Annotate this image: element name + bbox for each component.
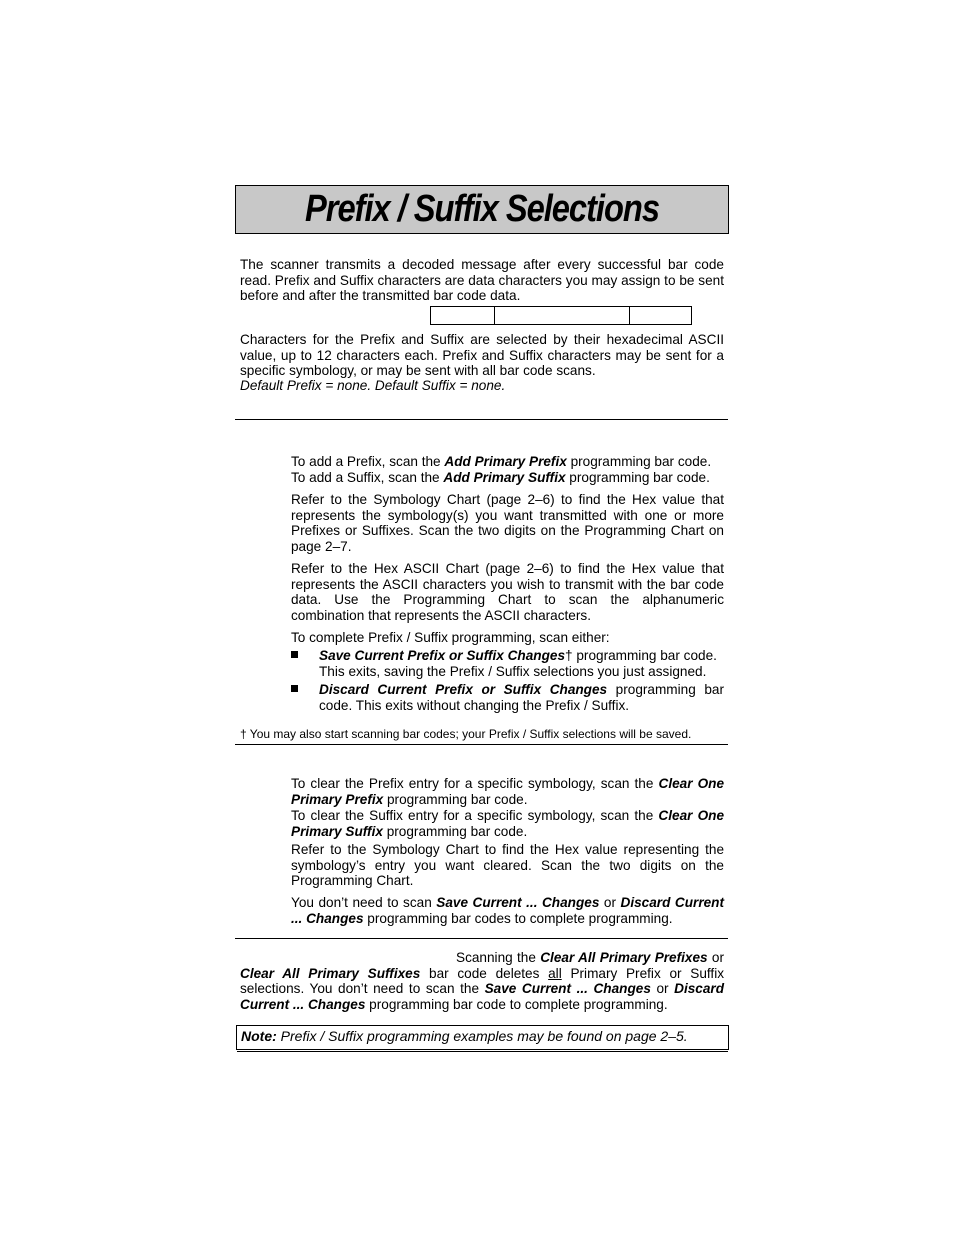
add-prefix-line [291,454,725,470]
clear-all-paragraph [240,950,724,1012]
bullet-icon [291,685,298,692]
note-box [236,1025,729,1050]
hex-ascii-chart-paragraph: Refer to the Hex ASCII Chart (page 2–6) to find the Hex value that represents the ASCII characters you wish to transmit with the bar code data. Use the Programming Chart to scan the alphanumeric combination that represents the ASCII characters. [291,561,724,623]
complete-programming-text: To complete Prefix / Suffix programming, scan either: [291,630,610,645]
clear-one-prefix-text [291,776,724,807]
save-changes-text [319,648,724,679]
text: programming bar code. [565,470,710,485]
prefix-cell [431,307,495,324]
discard-current-label: Discard Current ... Changes [240,981,724,1012]
section-divider [235,744,728,745]
text: You don’t need to scan [291,895,437,910]
defaults-text: Default Prefix = none. Default Suffix = none. [240,378,506,393]
symbology-chart-paragraph: Refer to the Symbology Chart (page 2–6) to find the Hex value that represents the symbology(s) you want transmitted with one or more Prefixes or Suffixes. Scan the two digits on the Programming Chart on page 2–7. [291,492,724,554]
save-current-label: Save Current ... Changes [436,895,600,910]
list-item [291,682,724,713]
text: programming bar codes to complete programming. [363,910,673,926]
note-underline [237,1051,728,1052]
hex-ascii-paragraph: Characters for the Prefix and Suffix are selected by their hexadecimal ASCII value, up to 12 characters each. Prefix and Suffix characters may be sent for a specific symbology, or may be sent with all bar code scans. [240,332,724,379]
clear-one-suffix-label: Clear One Primary Suffix [291,808,725,839]
title-banner [235,185,729,234]
page-title: Prefix / Suffix Selections [305,188,659,230]
clear-all-prefixes-label: Clear All Primary Prefixes [540,950,708,965]
clear-one-suffix-text [291,808,724,839]
text: programming bar code. [566,454,712,469]
text: To clear the Prefix entry for a specific symbology, scan the [291,776,659,791]
section-divider [235,938,728,939]
underlined-all: all [548,965,562,981]
text: bar code deletes [420,965,549,981]
text: or [650,981,675,997]
text: This exits, saving the Prefix / Suffix selections you just assigned. [319,663,707,679]
prefix-data-suffix-diagram [430,306,692,325]
data-cell [495,307,630,324]
text: To add a Suffix, scan the [291,470,444,485]
no-save-needed-text [291,895,724,926]
clear-one-prefix-label: Clear One Primary Prefix [291,776,725,807]
text: programming bar code. [382,823,528,839]
add-suffix-line [291,470,725,486]
suffix-cell [630,307,691,324]
intro-paragraph: The scanner transmits a decoded message after every successful bar code read. Prefix and Suffix characters are data characters you may assign to be sent before and after the transmitted bar code data. [240,257,724,304]
discard-current-label: Discard Current ... Changes [291,895,725,926]
text: programming bar code. This exits without changing the Prefix / Suffix. [319,682,724,713]
text: programming bar code. [383,791,528,807]
text: To add a Prefix, scan the [291,454,445,469]
text: Scanning the [456,950,541,965]
bullet-icon [291,651,298,658]
discard-changes-text [319,682,724,713]
add-primary-prefix-label: Add Primary Prefix [444,454,567,469]
section-divider [235,419,728,420]
note-label: Note: [241,1028,277,1044]
text: Primary Prefix or Suffix selections. You don’t need to scan the [240,965,725,997]
add-primary-suffix-label: Add Primary Suffix [443,470,566,485]
discard-changes-label: Discard Current Prefix or Suffix Changes [319,682,608,697]
text: programming bar code to complete programming. [365,996,668,1012]
note-text [241,1029,688,1045]
clear-all-suffixes-label: Clear All Primary Suffixes [240,965,421,981]
note-content: Prefix / Suffix programming examples may be found on page 2–5. [276,1028,688,1044]
save-current-label: Save Current ... Changes [484,981,651,997]
text: or [707,950,724,965]
footnote: † You may also start scanning bar codes; your Prefix / Suffix selections will be saved. [240,727,692,741]
save-changes-label: Save Current Prefix or Suffix Changes [319,648,566,663]
list-item [291,648,724,679]
text: programming bar code. [572,648,717,663]
dagger: † [565,648,573,663]
text: To clear the Suffix entry for a specific symbology, scan the [291,808,659,823]
text: or [599,895,621,910]
clear-symbology-paragraph: Refer to the Symbology Chart to find the Hex value representing the symbology’s entry you want cleared. Scan the two digits on the Programming Chart. [291,842,724,889]
